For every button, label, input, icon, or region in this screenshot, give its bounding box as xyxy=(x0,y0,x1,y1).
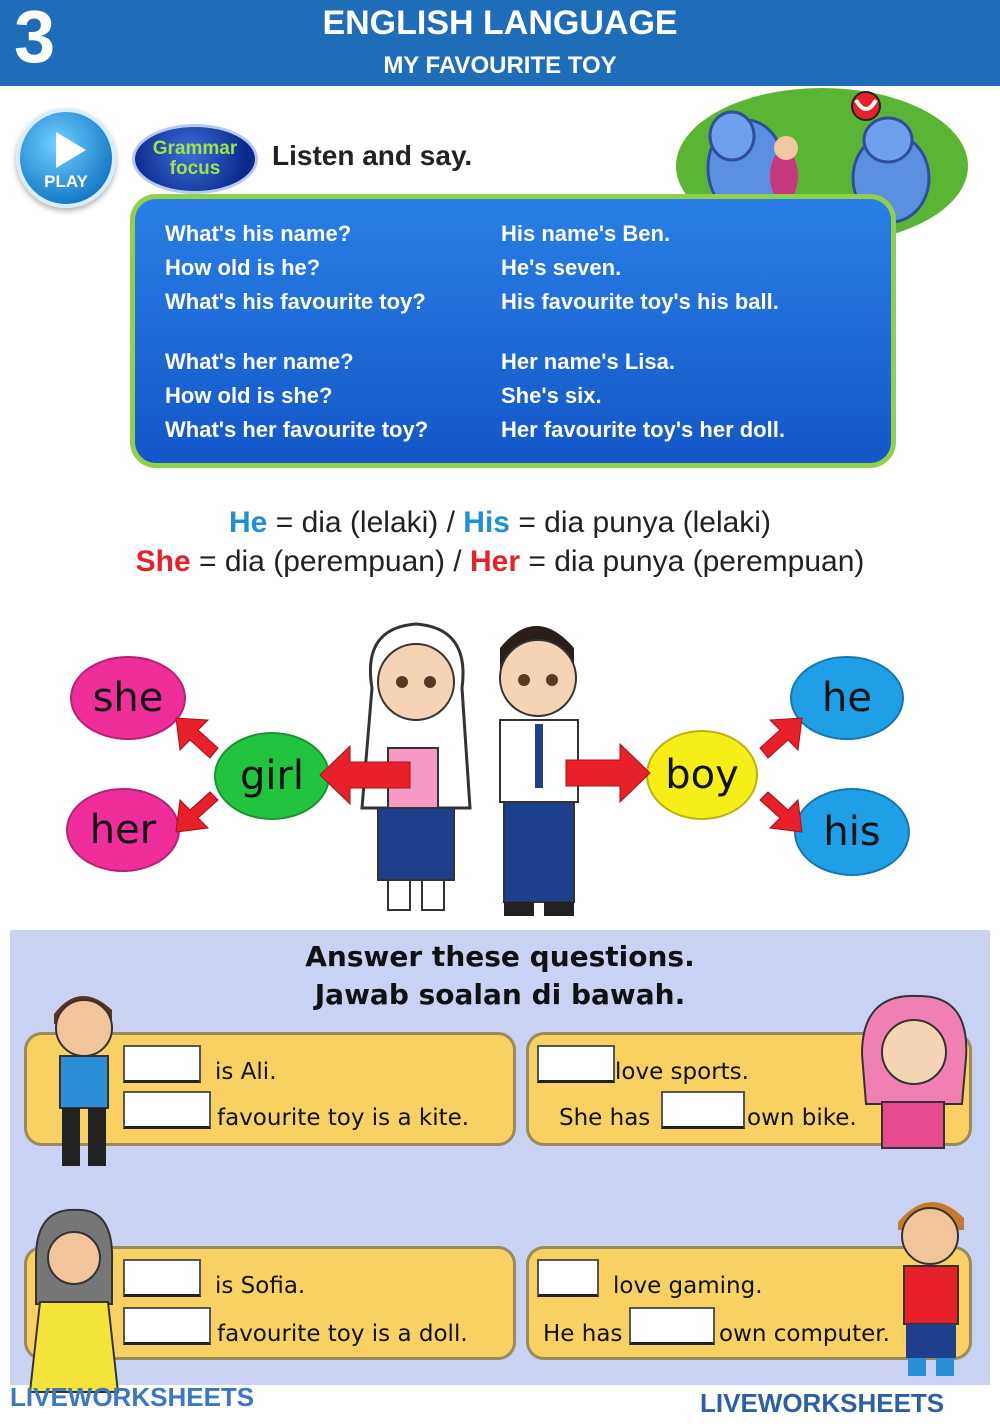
question-his-toy: What's his favourite toy? xyxy=(165,289,426,314)
answer-she-age: She's six. xyxy=(501,383,602,408)
answer-her-name: Her name's Lisa. xyxy=(501,349,675,374)
unit-number: 3 xyxy=(14,0,56,78)
arrow-to-her-icon xyxy=(176,792,218,832)
answer-his-toy: His favourite toy's his ball. xyxy=(501,289,779,314)
answer-blank-5[interactable] xyxy=(123,1259,201,1297)
card-4-line-2-start: He has xyxy=(543,1321,623,1347)
card-3-line-2: favourite toy is a doll. xyxy=(217,1321,468,1347)
play-label: PLAY xyxy=(44,172,88,191)
def-his: = dia punya (lelaki) xyxy=(509,506,771,539)
arrow-to-boy-icon xyxy=(566,744,650,802)
liveworksheets-logo-right: LIVEWORKSHEETS xyxy=(700,1388,945,1418)
play-button[interactable] xyxy=(16,108,116,208)
def-her: = dia punya (perempuan) xyxy=(520,545,865,578)
card-4-line-2-end: own computer. xyxy=(719,1321,890,1347)
answer-he-age: He's seven. xyxy=(501,255,622,280)
question-his-name: What's his name? xyxy=(165,221,352,246)
answer-blank-6[interactable] xyxy=(123,1307,211,1345)
card-1-line-1: is Ali. xyxy=(215,1059,277,1085)
header-bar xyxy=(0,0,1000,86)
meaning-he-his xyxy=(0,506,1000,540)
bubble-his: his xyxy=(794,788,910,876)
arrows-layer xyxy=(0,600,1000,900)
question-he-age: How old is he? xyxy=(165,255,321,280)
badge-line-2: focus xyxy=(169,158,221,179)
bubble-her: her xyxy=(66,788,180,872)
boy-ali-figure xyxy=(40,984,126,1176)
def-she: = dia (perempuan) / xyxy=(190,545,470,578)
answer-blank-8[interactable] xyxy=(629,1307,715,1345)
bubble-girl: girl xyxy=(214,732,330,820)
answer-instruction-en: Answer these questions. xyxy=(305,940,695,973)
grammar-focus-badge xyxy=(132,124,258,194)
card-1-line-2: favourite toy is a kite. xyxy=(217,1105,470,1131)
answer-blank-3[interactable] xyxy=(537,1045,615,1083)
def-he: = dia (lelaki) / xyxy=(267,506,464,539)
boy-red-shirt-figure xyxy=(884,1190,980,1380)
grammar-table xyxy=(130,194,896,468)
footer-logo-right xyxy=(700,1388,944,1419)
page-subtitle: MY FAVOURITE TOY xyxy=(383,52,617,79)
arrow-to-she-icon xyxy=(176,718,218,758)
card-2-line-2-end: own bike. xyxy=(747,1105,857,1131)
answer-blank-4[interactable] xyxy=(661,1091,745,1129)
bubble-boy: boy xyxy=(646,730,758,820)
word-she: She xyxy=(135,545,191,578)
liveworksheets-logo-left: LIVEWORKSHEETS xyxy=(10,1382,255,1412)
word-he: He xyxy=(229,506,268,539)
bubble-he: he xyxy=(790,656,904,740)
word-her: Her xyxy=(469,545,520,578)
answer-her-toy: Her favourite toy's her doll. xyxy=(501,417,785,442)
listen-instruction: Listen and say. xyxy=(272,140,473,171)
girl-sofia-figure xyxy=(22,1208,122,1394)
answer-blank-7[interactable] xyxy=(537,1259,599,1297)
answer-his-name: His name's Ben. xyxy=(501,221,671,246)
question-her-toy: What's her favourite toy? xyxy=(165,417,429,442)
answer-blank-1[interactable] xyxy=(123,1045,201,1083)
card-2-line-2-start: She has xyxy=(559,1105,651,1131)
arrow-to-girl-icon xyxy=(320,746,410,804)
card-3-line-1: is Sofia. xyxy=(215,1273,306,1299)
question-her-name: What's her name? xyxy=(165,349,354,374)
meaning-she-her xyxy=(0,545,1000,579)
girl-pink-hijab-figure xyxy=(852,994,976,1164)
page-title: ENGLISH LANGUAGE xyxy=(322,4,678,42)
play-icon xyxy=(56,132,86,168)
card-4-line-1: love gaming. xyxy=(613,1273,763,1299)
arrow-to-his-icon xyxy=(760,792,802,832)
bubble-she: she xyxy=(70,656,186,740)
answer-instruction-ms: Jawab soalan di bawah. xyxy=(314,978,686,1011)
footer-logo-left xyxy=(10,1382,254,1413)
answer-blank-2[interactable] xyxy=(123,1091,211,1129)
arrow-to-he-icon xyxy=(760,718,802,758)
word-his: His xyxy=(463,506,510,539)
question-she-age: How old is she? xyxy=(165,383,333,408)
card-2-line-1: love sports. xyxy=(615,1059,749,1085)
badge-line-1: Grammar xyxy=(152,138,238,159)
